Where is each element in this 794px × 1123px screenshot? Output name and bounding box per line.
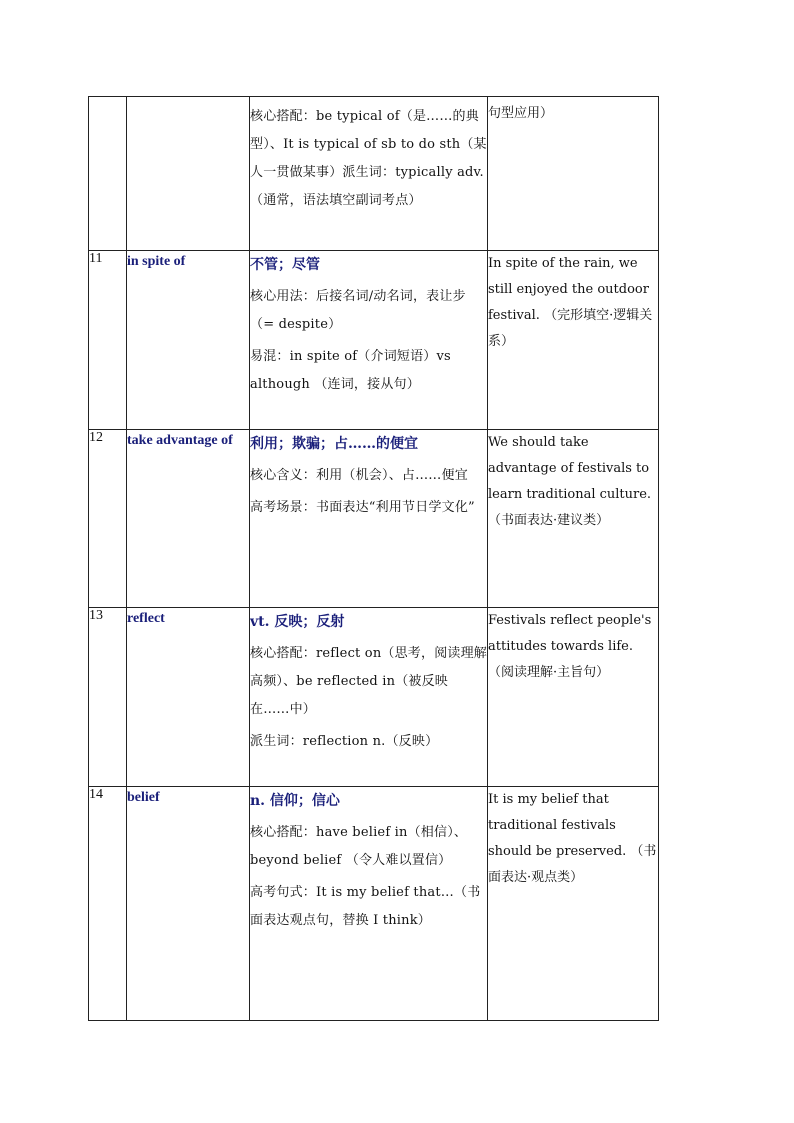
row-example: 句型应用）: [488, 97, 659, 251]
row-meaning: [250, 608, 488, 787]
meaning-paragraph: 派生词：reflection n.（反映）: [250, 734, 439, 749]
row-word: [127, 97, 250, 251]
row-number: 12: [89, 430, 127, 608]
row-example: In spite of the rain, we still enjoyed the outdoor festival. （完形填空·逻辑关系）: [488, 251, 659, 430]
meaning-paragraph: 核心搭配：be typical of（是……的典型）、It is typical of sb to do sth（某人一贯做某事）派生词：typically adv.（通常，语法填空副词考点）: [250, 109, 487, 208]
meaning-paragraph: 高考句式：It is my belief that…（书面表达观点句，替换 I think）: [250, 885, 481, 928]
meaning-title: 利用；欺骗；占……的便宜: [250, 436, 418, 452]
row-word: in spite of: [127, 251, 250, 430]
meaning-paragraph: 核心搭配：have belief in（相信）、beyond belief （令人难以置信）: [250, 825, 468, 868]
row-meaning: [250, 430, 488, 608]
meaning-title: vt. 反映；反射: [250, 614, 345, 630]
vocabulary-table: [88, 96, 659, 1021]
row-example: Festivals reflect people's attitudes towards life. （阅读理解·主旨句）: [488, 608, 659, 787]
row-example: It is my belief that traditional festivals should be preserved. （书面表达·观点类）: [488, 787, 659, 1021]
row-meaning: [250, 787, 488, 1021]
row-example: We should take advantage of festivals to learn traditional culture. （书面表达·建议类）: [488, 430, 659, 608]
row-number: 11: [89, 251, 127, 430]
table-row: [89, 430, 659, 608]
table-row: [89, 608, 659, 787]
row-meaning: [250, 251, 488, 430]
row-word: reflect: [127, 608, 250, 787]
row-word: take advantage of: [127, 430, 250, 608]
meaning-title: 不管；尽管: [250, 257, 320, 273]
row-number: 13: [89, 608, 127, 787]
table-row: [89, 787, 659, 1021]
row-meaning: [250, 97, 488, 251]
row-word: belief: [127, 787, 250, 1021]
table-row: [89, 97, 659, 251]
meaning-paragraph: 高考场景：书面表达“利用节日学文化”: [250, 500, 475, 515]
meaning-paragraph: 易混：in spite of（介词短语）vs although （连词，接从句）: [250, 349, 451, 392]
meaning-paragraph: 核心用法：后接名词/动名词，表让步（= despite）: [250, 289, 466, 332]
row-number: [89, 97, 127, 251]
table-row: [89, 251, 659, 430]
row-number: 14: [89, 787, 127, 1021]
meaning-title: n. 信仰；信心: [250, 793, 340, 809]
meaning-paragraph: 核心搭配：reflect on（思考，阅读理解高频）、be reflected in（被反映在……中）: [250, 646, 488, 717]
meaning-paragraph: 核心含义：利用（机会）、占……便宜: [250, 468, 468, 483]
